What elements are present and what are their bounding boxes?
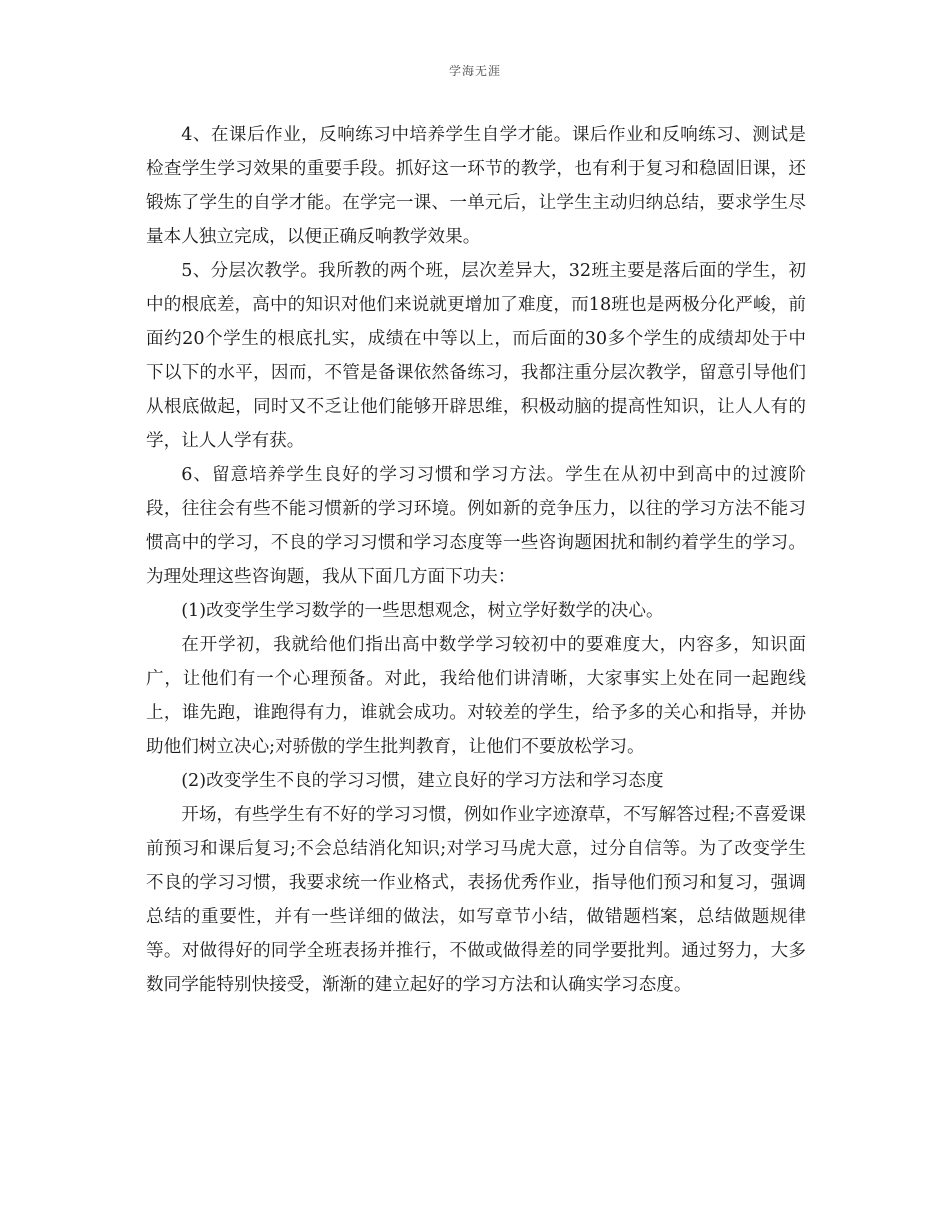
document-body xyxy=(146,118,806,1002)
paragraph-subheading-1: (1)改变学生学习数学的一些思想观念，树立学好数学的决心。 xyxy=(181,601,664,621)
paragraph-homework: 4、在课后作业，反响练习中培养学生自学才能。课后作业和反响练习、测试是检查学生学习效果的重要手段。抓好这一环节的教学，也有利于复习和稳固旧课，还锻炼了学生的自学才能。在学完一课、一单元后，让学生主动归纳总结，要求学生尽量本人独立完成，以便正确反响教学效果。 xyxy=(146,125,806,247)
paragraph-bad-habits: 开场，有些学生有不好的学习习惯，例如作业字迹潦草，不写解答过程;不喜爱课前预习和课后复习;不会总结消化知识;对学习马虎大意，过分自信等。为了改变学生不良的学习习惯，我要求统一作业格式，表扬优秀作业，指导他们预习和复习，强调总结的重要性，并有一些详细的做法，如写章节小结，做错题档案，总结做题规律等。对做得好的同学全班表扬并推行，不做或做得差的同学要批判。通过努力，大多数同学能特别快接受，渐渐的建立起好的学习方法和认确实学习态度。 xyxy=(146,805,806,995)
paragraph-study-habits: 6、留意培养学生良好的学习习惯和学习方法。学生在从初中到高中的过渡阶段，往往会有些不能习惯新的学习环境。例如新的竞争压力，以往的学习方法不能习惯高中的学习，不良的学习习惯和学习态度等一些咨询题困扰和制约着学生的学习。为理处理这些咨询题，我从下面几方面下功夫： xyxy=(146,465,806,587)
paragraph-layered-teaching: 5、分层次教学。我所教的两个班，层次差异大，32班主要是落后面的学生，初中的根底差，高中的知识对他们来说就更增加了难度，而18班也是两极分化严峻，前面约20个学生的根底扎实，成绩在中等以上，而后面的30多个学生的成绩却处于中下以下的水平，因而，不管是备课依然备练习，我都注重分层次教学，留意引导他们从根底做起，同时又不乏让他们能够开辟思维，积极动脑的提高性知识，让人人有的学，让人人学有获。 xyxy=(146,261,806,451)
page-header: 学海无涯 xyxy=(448,64,501,78)
paragraph-subheading-2: (2)改变学生不良的学习习惯，建立良好的学习方法和学习态度 xyxy=(181,771,664,791)
paragraph-beginning-of-term: 在开学初，我就给他们指出高中数学学习较初中的要难度大，内容多，知识面广，让他们有一个心理预备。对此，我给他们讲清晰，大家事实上处在同一起跑线上，谁先跑，谁跑得有力，谁就会成功。对较差的学生，给予多的关心和指导，并协助他们树立决心;对骄傲的学生批判教育，让他们不要放松学习。 xyxy=(146,635,806,757)
